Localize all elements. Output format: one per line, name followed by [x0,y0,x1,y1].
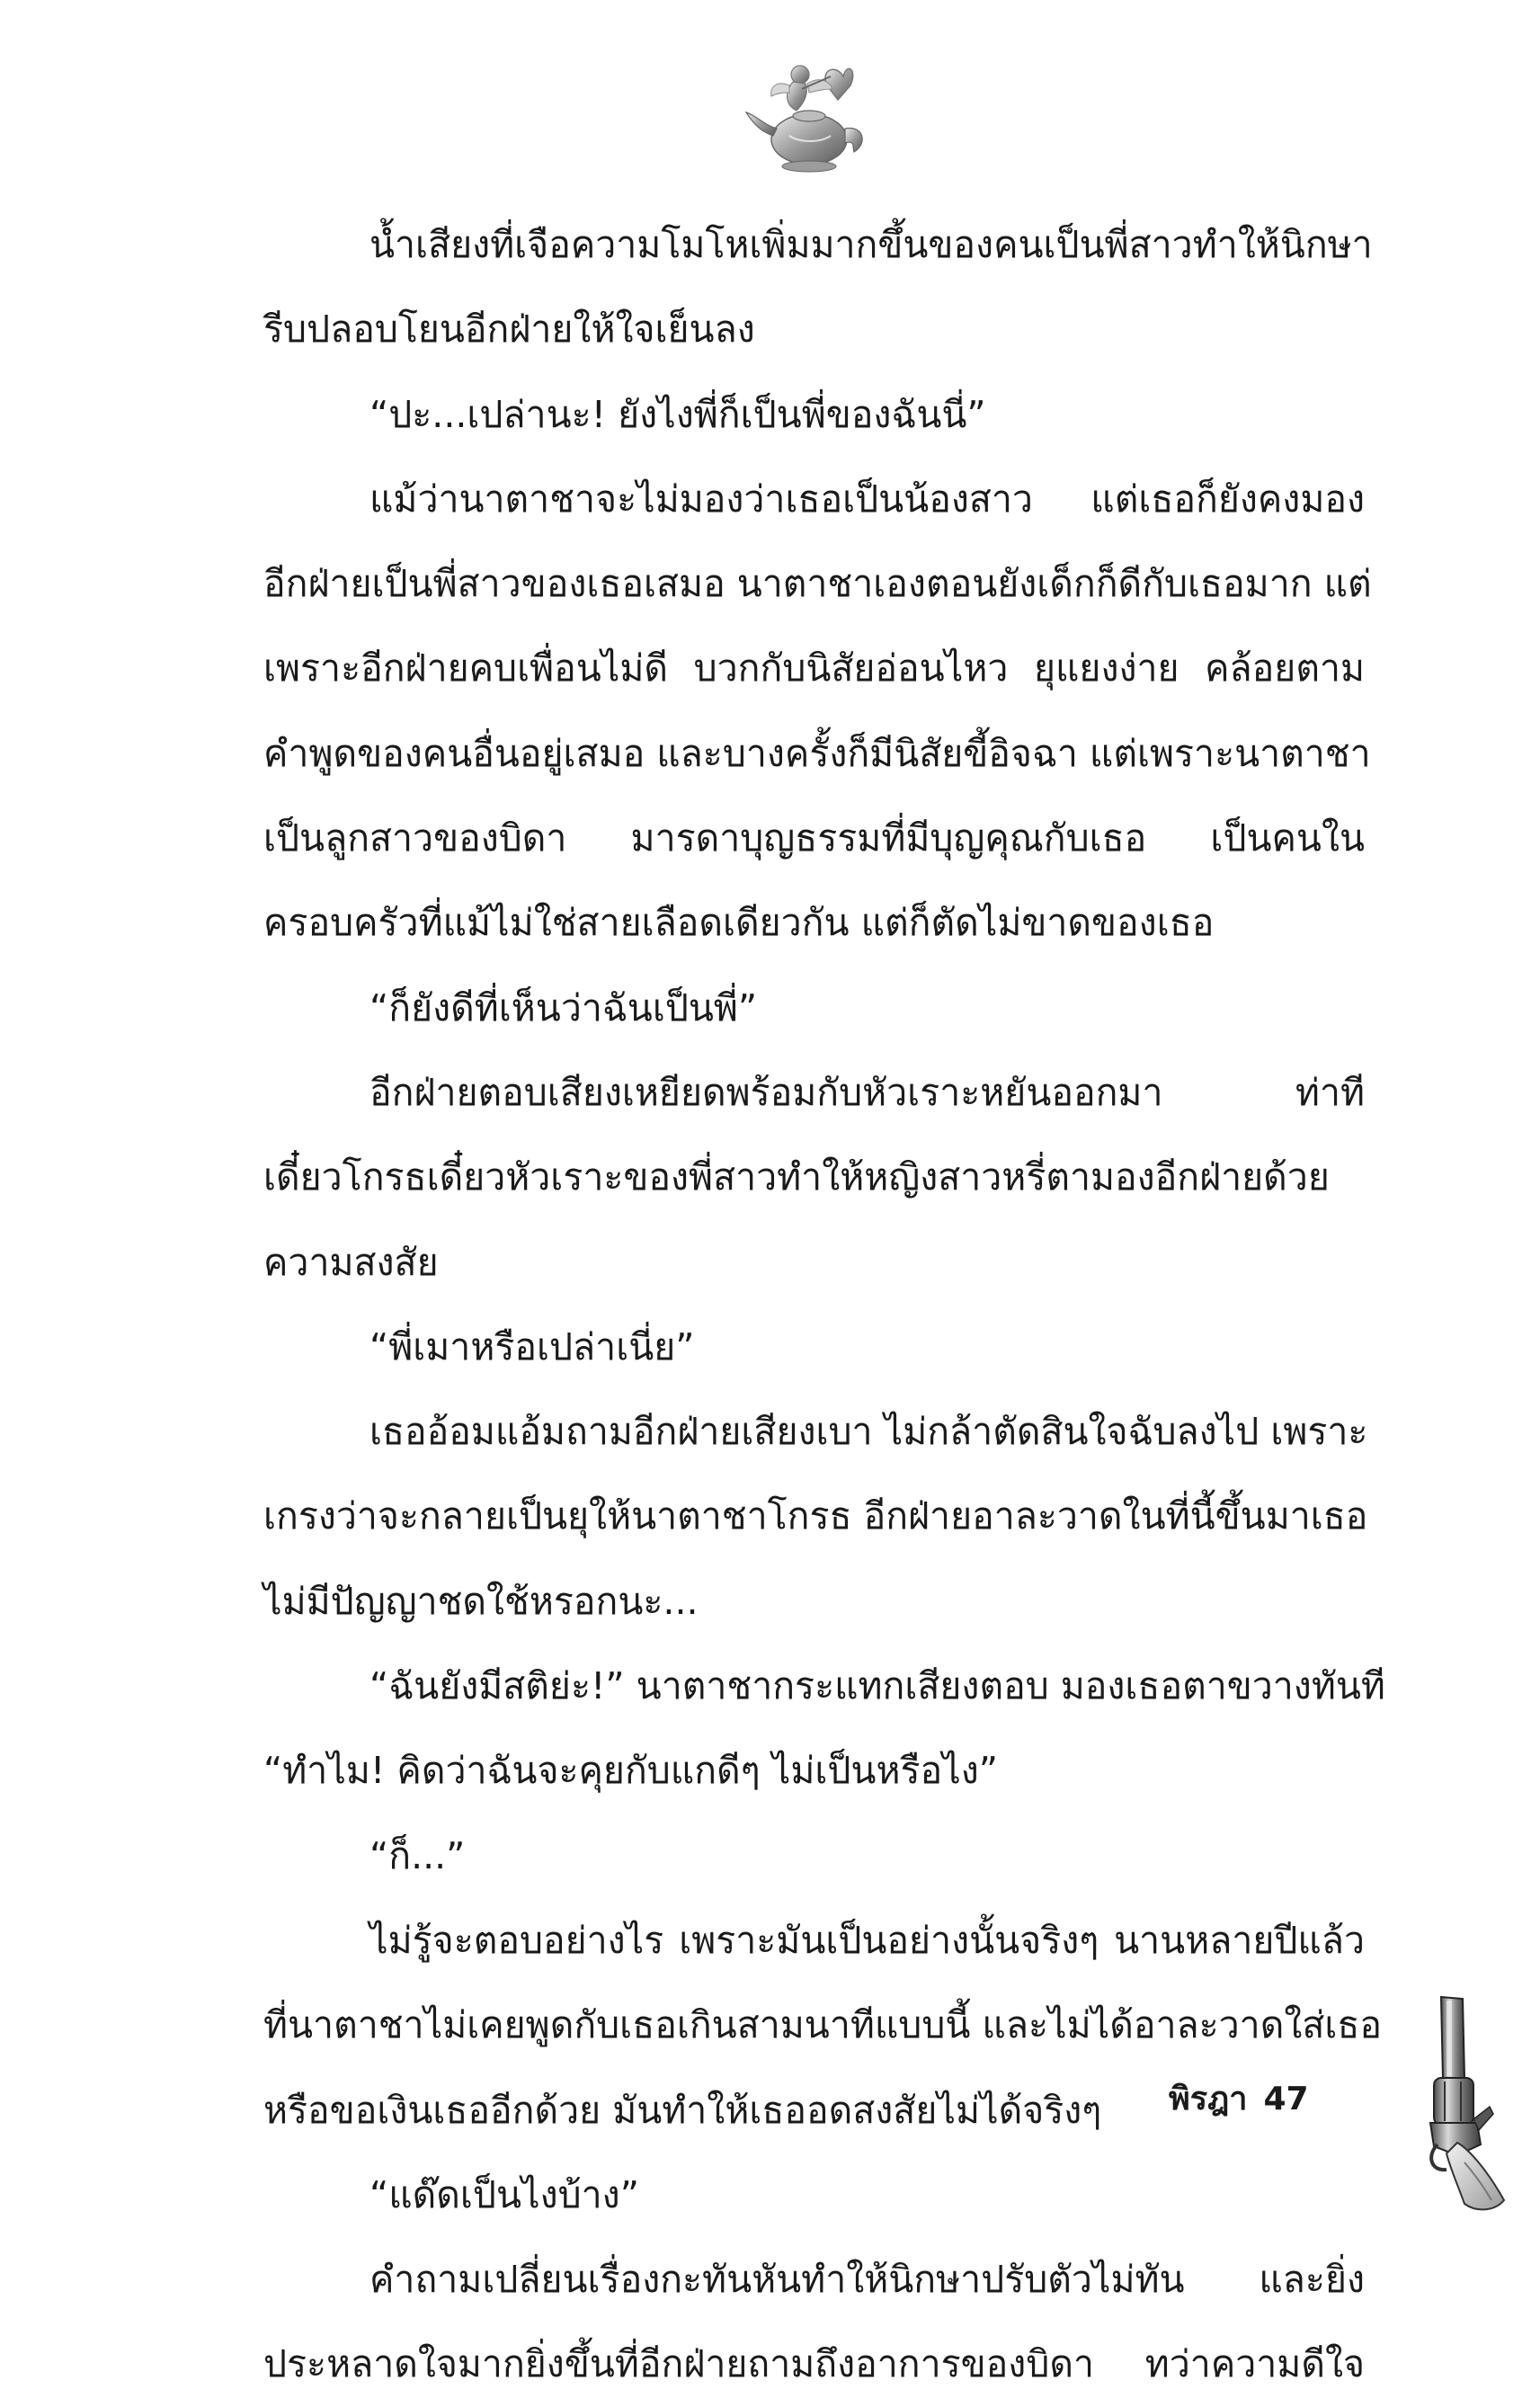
text-line: “แด๊ดเป็นไงบ้าง” [369,2172,639,2216]
teapot-cupid-icon [737,49,881,184]
text-line: ไม่มีปัญญาชดใช้หรอกนะ... [263,1579,699,1623]
text-line: เธออ้อมแอ้มถามอีกฝ่ายเสียงเบา ไม่กล้าตัดสินใจฉับลงไป เพราะ [369,1410,1368,1454]
text-line: แม้ว่านาตาชาจะไม่มองว่าเธอเป็นน้องสาว แต่เธอก็ยังคงมอง [369,477,1365,521]
text-line: รีบปลอบโยนอีกฝ่ายให้ใจเย็นลง [263,308,755,352]
text-line: เพราะอีกฝ่ายคบเพื่อนไม่ดี บวกกับนิสัยอ่อนไหว ยุแยงง่าย คล้อยตาม [263,646,1365,691]
text-line: เกรงว่าจะกลายเป็นยุให้นาตาชาโกรธ อีกฝ่ายอาละวาดในที่นี้ขึ้นมาเธอ [263,1494,1368,1538]
page-footer [1169,2073,1309,2124]
text-line: ครอบครัวที่แม้ไม่ใช่สายเลือดเดียวกัน แต่ก็ตัดไม่ขาดของเธอ [263,901,1215,945]
text-line: คำถามเปลี่ยนเรื่องกะทันหันทำให้นิกษาปรับตัวไม่ทัน และยิ่ง [369,2258,1365,2302]
text-line: ประหลาดใจมากยิ่งขึ้นที่อีกฝ่ายถามถึงอาการของบิดา ทว่าความดีใจ [263,2342,1365,2386]
text-line: น้ำเสียงที่เจือความโมโหเพิ่มมากขึ้นของคนเป็นพี่สาวทำให้นิกษา [369,223,1373,266]
revolver-icon [1371,1992,1515,2216]
text-line: เป็นลูกสาวของบิดา มารดาบุญธรรมที่มีบุญคุณกับเธอ เป็นคนใน [263,816,1365,860]
text-line: ความสงสัย [263,1240,439,1284]
text-line: “ปะ...เปล่านะ! ยังไงพี่ก็เป็นพี่ของฉันนี่” [369,392,986,436]
text-line: ที่นาตาชาไม่เคยพูดกับเธอเกินสามนาทีแบบนี้ และไม่ได้อาละวาดใส่เธอ [263,2003,1383,2047]
author-name: พิรฎา [1169,2081,1248,2117]
text-line: “ก็ยังดีที่เห็นว่าฉันเป็นพี่” [369,985,758,1030]
text-line: อีกฝ่ายตอบเสียงเหยียดพร้อมกับหัวเราะหยันออกมา ท่าที [369,1070,1365,1114]
text-line: ไม่รู้จะตอบอย่างไร เพราะมันเป็นอย่างนั้นจริงๆ นานหลายปีแล้ว [369,1918,1365,1962]
text-line: คำพูดของคนอื่นอยู่เสมอ และบางครั้งก็มีนิสัยขี้อิจฉา แต่เพราะนาตาชา [263,731,1371,775]
text-line: “ก็...” [369,1833,466,1877]
text-line: เดี๋ยวโกรธเดี๋ยวหัวเราะของพี่สาวทำให้หญิงสาวหรี่ตามองอีกฝ่ายด้วย [263,1155,1330,1199]
text-line: อีกฝ่ายเป็นพี่สาวของเธอเสมอ นาตาชาเองตอนยังเด็กก็ดีกับเธอมาก แต่ [263,562,1372,606]
text-line: “พี่เมาหรือเปล่าเนี่ย” [369,1324,695,1368]
text-line: “ฉันยังมีสติย่ะ!” นาตาชากระแทกเสียงตอบ มองเธอตาขวางทันที [369,1664,1385,1708]
page-number: 47 [1263,2081,1309,2117]
text-line: หรือขอเงินเธออีกด้วย มันทำให้เธออดสงสัยไม่ได้จริงๆ [263,2088,1102,2132]
text-line: “ทำไม! คิดว่าฉันจะคุยกับแกดีๆ ไม่เป็นหรือไง” [263,1749,998,1793]
